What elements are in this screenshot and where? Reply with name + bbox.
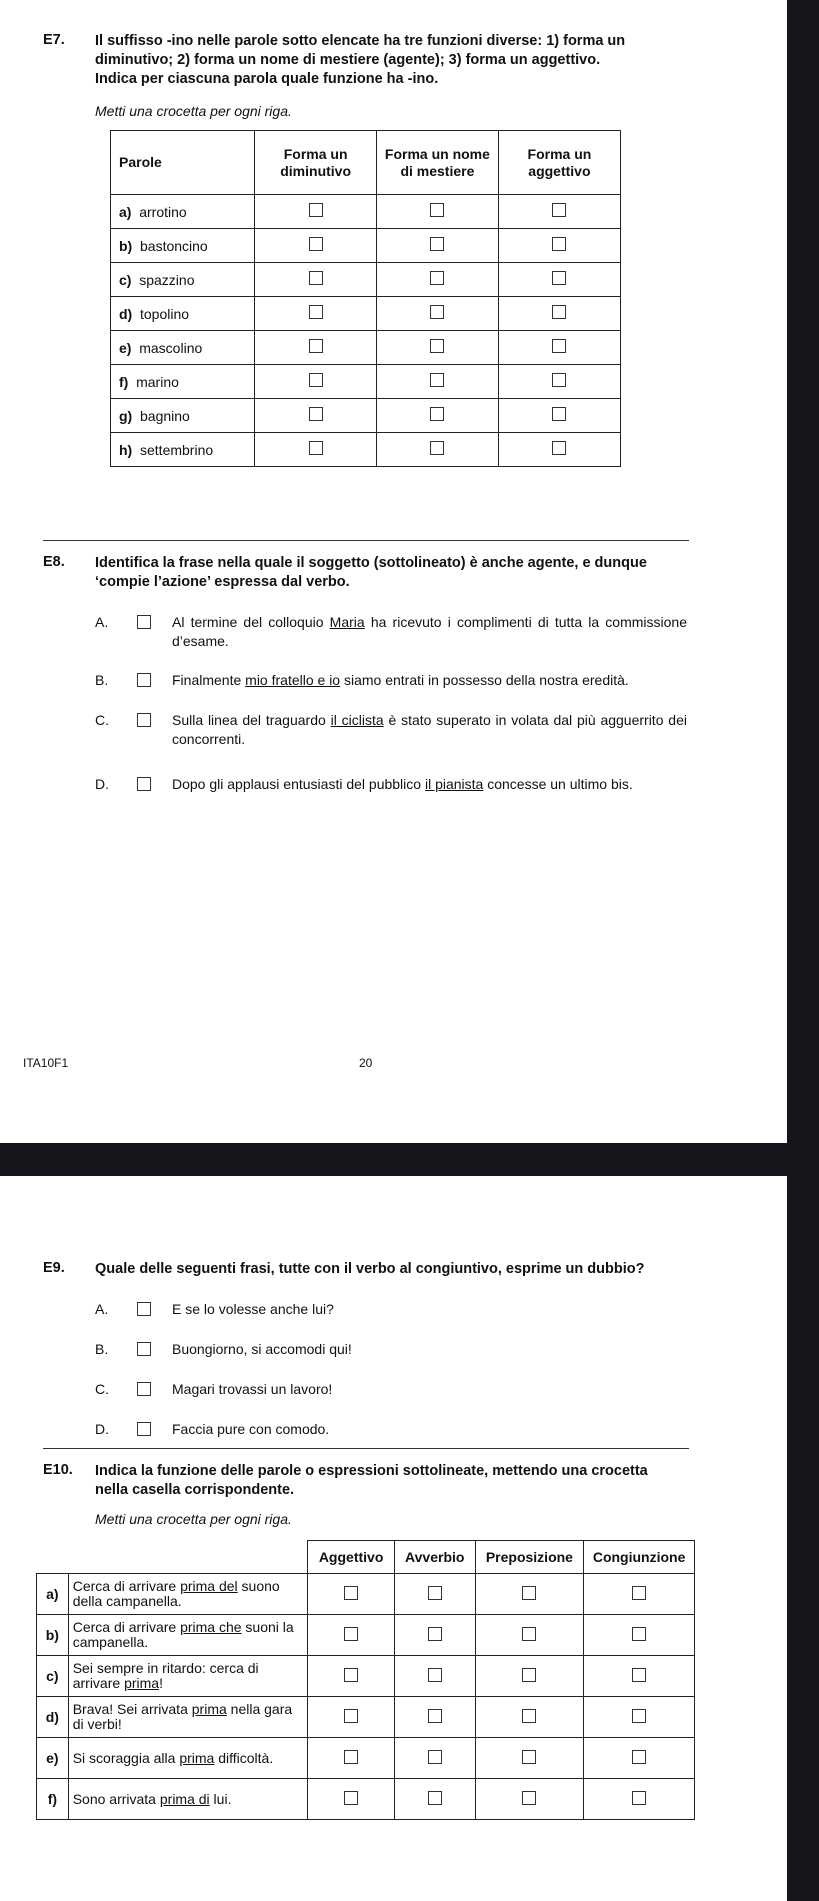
e7-checkbox-cell: [498, 331, 620, 365]
e7-col-adjective: Forma un aggettivo: [498, 131, 620, 195]
checkbox-conjunction[interactable]: [632, 1668, 646, 1682]
checkbox-adjective[interactable]: [344, 1750, 358, 1764]
e10-checkbox-cell: [394, 1615, 475, 1656]
e10-checkbox-cell: [475, 1697, 584, 1738]
e10-checkbox-cell: [475, 1738, 584, 1779]
e7-row-word: bagnino: [140, 407, 190, 424]
e8-option-checkbox-wrap: [137, 615, 151, 634]
e10-checkbox-cell: [584, 1574, 695, 1615]
e9-option-text: Faccia pure con comodo.: [172, 1421, 330, 1437]
checkbox-diminutive[interactable]: [309, 305, 323, 319]
e10-checkbox-cell: [394, 1656, 475, 1697]
e9-option-letter: A.: [95, 1301, 109, 1317]
checkbox-conjunction[interactable]: [632, 1791, 646, 1805]
e7-row-word: topolino: [140, 305, 190, 322]
e7-row-word: settembrino: [140, 441, 214, 458]
checkbox-diminutive[interactable]: [309, 441, 323, 455]
e8-text-post: siamo entrati in possesso della nostra eredità.: [340, 672, 629, 688]
checkbox-conjunction[interactable]: [632, 1750, 646, 1764]
e7-checkbox-cell: [498, 263, 620, 297]
e9-option-checkbox[interactable]: [137, 1342, 151, 1356]
e7-row-word: arrotino: [139, 203, 187, 220]
page-number: 20: [359, 1056, 373, 1070]
e7-row-letter: e): [119, 339, 132, 356]
checkbox-profession[interactable]: [430, 203, 444, 217]
e9-option-checkbox-wrap: [137, 1342, 151, 1361]
e7-checkbox-cell: [377, 263, 499, 297]
checkbox-adverb[interactable]: [428, 1709, 442, 1723]
checkbox-profession[interactable]: [430, 441, 444, 455]
e7-row-letter: g): [119, 407, 133, 424]
checkbox-adverb[interactable]: [428, 1586, 442, 1600]
e10-table-row: [37, 1779, 695, 1820]
e7-table-row: [111, 399, 621, 433]
e10-table-row: [37, 1738, 695, 1779]
checkbox-adjective[interactable]: [552, 237, 566, 251]
checkbox-conjunction[interactable]: [632, 1586, 646, 1600]
e7-row-word: bastoncino: [140, 237, 208, 254]
e8-underlined-subject: mio fratello e io: [245, 672, 341, 688]
e10-underlined-word: prima che: [180, 1619, 242, 1635]
checkbox-conjunction[interactable]: [632, 1709, 646, 1723]
e7-question-line2: diminutivo; 2) forma un nome di mestiere (agente); 3) forma un aggettivo.: [95, 52, 601, 68]
e7-row-letter: c): [119, 271, 132, 288]
e8-option-letter: B.: [95, 672, 109, 688]
e10-underlined-word: prima: [179, 1749, 215, 1766]
e10-text-pre: Brava! Sei arrivata: [72, 1701, 192, 1717]
checkbox-adjective[interactable]: [344, 1668, 358, 1682]
e7-checkbox-cell: [255, 399, 377, 433]
e9-option-checkbox-wrap: [137, 1382, 151, 1401]
e10-sentence: [68, 1697, 308, 1738]
e9-option-checkbox-wrap: [137, 1422, 151, 1441]
checkbox-adjective[interactable]: [344, 1586, 358, 1600]
e10-question-line2: nella casella corrispondente.: [95, 1482, 295, 1498]
e10-checkbox-cell: [394, 1697, 475, 1738]
e7-header-row: [111, 131, 621, 195]
e8-text-pre: Finalmente: [172, 672, 246, 688]
e10-header-empty2: [68, 1541, 308, 1574]
e10-checkbox-cell: [308, 1738, 395, 1779]
e10-checkbox-cell: [308, 1697, 395, 1738]
e7-instruction: Metti una crocetta per ogni riga.: [95, 103, 292, 119]
e10-text-post: lui.: [209, 1790, 232, 1807]
e8-text-pre: Dopo gli applausi entusiasti del pubblico: [172, 776, 425, 792]
e8-option-checkbox[interactable]: [137, 713, 151, 727]
e10-header-empty: [37, 1541, 69, 1574]
checkbox-adjective[interactable]: [344, 1627, 358, 1641]
checkbox-preposition[interactable]: [522, 1791, 536, 1805]
e8-text-pre: Sulla linea del traguardo: [172, 712, 331, 728]
e10-table-row: [37, 1615, 695, 1656]
e10-question-line1: Indica la funzione delle parole o espressioni sottolineate, mettendo una crocetta: [95, 1463, 648, 1479]
e10-col-preposition: Preposizione: [475, 1541, 584, 1574]
e10-text-post: suoni la campanella.: [72, 1619, 294, 1650]
checkbox-conjunction[interactable]: [632, 1627, 646, 1641]
e7-checkbox-cell: [255, 297, 377, 331]
e9-option: [95, 1300, 495, 1320]
e7-checkbox-cell: [255, 229, 377, 263]
e8-option-checkbox[interactable]: [137, 673, 151, 687]
e8-question-line1: Identifica la frase nella quale il soggetto (sottolineato) è anche agente, e dunque: [95, 555, 647, 571]
e10-checkbox-cell: [584, 1656, 695, 1697]
e7-checkbox-cell: [377, 331, 499, 365]
checkbox-preposition[interactable]: [522, 1750, 536, 1764]
e7-col-words: Parole: [111, 131, 255, 195]
e10-sentence: [68, 1779, 308, 1820]
e7-checkbox-cell: [377, 195, 499, 229]
checkbox-profession[interactable]: [430, 237, 444, 251]
e7-table-row: [111, 331, 621, 365]
e8-option: [95, 671, 687, 711]
e9-option: [95, 1420, 495, 1440]
divider-e7-e8: [43, 540, 689, 541]
e10-checkbox-cell: [308, 1779, 395, 1820]
e7-table-row: [111, 195, 621, 229]
e8-option-text: [172, 613, 687, 651]
e10-checkbox-cell: [584, 1615, 695, 1656]
e7-word-cell: [111, 399, 255, 433]
e10-row-letter: f): [37, 1779, 69, 1820]
e7-checkbox-cell: [498, 229, 620, 263]
e10-text-pre: Cerca di arrivare: [72, 1619, 181, 1635]
checkbox-adjective[interactable]: [552, 203, 566, 217]
e7-table-row: [111, 263, 621, 297]
e8-underlined-subject: Maria: [329, 614, 365, 630]
e8-option-checkbox[interactable]: [137, 615, 151, 629]
e7-word-cell: [111, 229, 255, 263]
e10-sentence: [68, 1574, 308, 1615]
e10-checkbox-cell: [308, 1615, 395, 1656]
e9-option-letter: B.: [95, 1341, 109, 1357]
page-2: [0, 1176, 787, 1901]
e9-option: [95, 1380, 495, 1400]
e10-sentence: [68, 1615, 308, 1656]
e10-checkbox-cell: [308, 1656, 395, 1697]
e10-underlined-word: prima: [124, 1675, 160, 1691]
e7-question: [95, 32, 688, 89]
e10-question: [95, 1462, 688, 1500]
e10-checkbox-cell: [308, 1574, 395, 1615]
checkbox-profession[interactable]: [430, 271, 444, 285]
e10-row-letter: b): [37, 1615, 69, 1656]
e10-col-conjunction: Congiunzione: [584, 1541, 695, 1574]
e7-word-cell: [111, 195, 255, 229]
checkbox-adjective[interactable]: [552, 373, 566, 387]
e8-option: [95, 775, 687, 815]
e10-checkbox-cell: [394, 1574, 475, 1615]
e7-checkbox-cell: [498, 195, 620, 229]
e7-checkbox-cell: [498, 433, 620, 467]
e10-underlined-word: prima di: [159, 1790, 210, 1807]
e8-option: [95, 711, 687, 751]
e10-checkbox-cell: [475, 1574, 584, 1615]
e9-option-text: Magari trovassi un lavoro!: [172, 1381, 333, 1397]
e9-number: E9.: [43, 1260, 65, 1276]
e8-option-text: [172, 711, 687, 749]
e10-table-row: [37, 1656, 695, 1697]
e9-option-checkbox-wrap: [137, 1302, 151, 1321]
e10-checkbox-cell: [475, 1615, 584, 1656]
checkbox-adverb[interactable]: [428, 1791, 442, 1805]
e8-option-text: [172, 775, 687, 794]
e10-underlined-word: prima del: [180, 1578, 238, 1594]
e10-checkbox-cell: [394, 1738, 475, 1779]
e8-option-letter: C.: [95, 712, 109, 728]
e10-text-post: !: [159, 1675, 163, 1691]
e7-checkbox-cell: [255, 195, 377, 229]
e7-checkbox-cell: [498, 365, 620, 399]
e10-sentence: [68, 1656, 308, 1697]
e9-option-checkbox[interactable]: [137, 1302, 151, 1316]
checkbox-diminutive[interactable]: [309, 237, 323, 251]
e10-instruction: Metti una crocetta per ogni riga.: [95, 1511, 292, 1527]
e9-option-checkbox[interactable]: [137, 1382, 151, 1396]
e7-row-letter: d): [119, 305, 133, 322]
e10-checkbox-cell: [394, 1779, 475, 1820]
e7-checkbox-cell: [377, 229, 499, 263]
e10-number: E10.: [43, 1462, 73, 1478]
checkbox-preposition[interactable]: [522, 1586, 536, 1600]
e8-text-pre: Al termine del colloquio: [172, 614, 330, 630]
e7-row-word: spazzino: [139, 271, 195, 288]
e8-option-letter: D.: [95, 776, 109, 792]
e7-checkbox-cell: [255, 433, 377, 467]
e10-sentence: [68, 1738, 308, 1779]
e7-checkbox-cell: [255, 263, 377, 297]
e7-checkbox-cell: [377, 297, 499, 331]
e7-col-diminutive: Forma un diminutivo: [255, 131, 377, 195]
e7-word-cell: [111, 433, 255, 467]
e7-checkbox-cell: [498, 297, 620, 331]
checkbox-preposition[interactable]: [522, 1627, 536, 1641]
e10-checkbox-cell: [584, 1779, 695, 1820]
e7-table-row: [111, 365, 621, 399]
e7-table-row: [111, 229, 621, 263]
e10-row-letter: e): [37, 1738, 69, 1779]
checkbox-adjective[interactable]: [552, 271, 566, 285]
checkbox-profession[interactable]: [430, 407, 444, 421]
e9-option: [95, 1340, 495, 1360]
e10-text-post: nella gara di verbi!: [72, 1701, 293, 1732]
checkbox-preposition[interactable]: [522, 1709, 536, 1723]
checkbox-diminutive[interactable]: [309, 203, 323, 217]
e8-text-post: è stato superato in volata dal più agguerrito dei concorrenti.: [172, 712, 687, 747]
checkbox-adjective[interactable]: [552, 339, 566, 353]
e7-checkbox-cell: [498, 399, 620, 433]
e8-option-checkbox-wrap: [137, 673, 151, 692]
e10-checkbox-cell: [475, 1779, 584, 1820]
checkbox-adjective[interactable]: [552, 407, 566, 421]
divider-e9-e10: [43, 1448, 689, 1449]
e9-option-letter: C.: [95, 1381, 109, 1397]
e8-option-checkbox[interactable]: [137, 777, 151, 791]
e9-option-text: Buongiorno, si accomodi qui!: [172, 1341, 352, 1357]
e7-word-cell: [111, 297, 255, 331]
e9-option-text: E se lo volesse anche lui?: [172, 1301, 334, 1317]
e7-word-cell: [111, 263, 255, 297]
e7-row-letter: b): [119, 237, 133, 254]
e8-question-line2: ‘compie l’azione’ espressa dal verbo.: [95, 574, 350, 590]
e10-table-row: [37, 1574, 695, 1615]
e8-option-checkbox-wrap: [137, 713, 151, 732]
e8-text-post: ha ricevuto i complimenti di tutta la commissione d’esame.: [172, 614, 687, 649]
e7-checkbox-cell: [377, 433, 499, 467]
e8-underlined-subject: il ciclista: [330, 712, 384, 728]
e9-option-letter: D.: [95, 1421, 109, 1437]
checkbox-profession[interactable]: [430, 373, 444, 387]
checkbox-diminutive[interactable]: [309, 373, 323, 387]
e10-text-post: suono della campanella.: [72, 1578, 280, 1609]
e10-text-pre: Sono arrivata: [72, 1790, 160, 1807]
e7-row-word: marino: [136, 373, 179, 390]
e10-text-pre: Cerca di arrivare: [72, 1578, 181, 1594]
checkbox-adjective[interactable]: [344, 1791, 358, 1805]
e7-word-cell: [111, 365, 255, 399]
e10-checkbox-cell: [584, 1697, 695, 1738]
e10-text-pre: Sei sempre in ritardo: cerca di arrivare: [72, 1660, 259, 1691]
e7-question-line1: Il suffisso -ino nelle parole sotto elencate ha tre funzioni diverse: 1) forma un: [95, 33, 626, 49]
e9-question: Quale delle seguenti frasi, tutte con il verbo al congiuntivo, esprime un dubbio?: [95, 1261, 645, 1277]
e9-option-checkbox[interactable]: [137, 1422, 151, 1436]
e10-header-row: [37, 1541, 695, 1574]
e7-table-row: [111, 297, 621, 331]
checkbox-adjective[interactable]: [552, 441, 566, 455]
checkbox-diminutive[interactable]: [309, 339, 323, 353]
checkbox-adjective[interactable]: [344, 1709, 358, 1723]
e8-option-text: [172, 671, 687, 690]
e7-checkbox-cell: [377, 399, 499, 433]
e7-row-letter: h): [119, 441, 133, 458]
e10-underlined-word: prima: [191, 1701, 227, 1717]
e7-col-profession: Forma un nome di mestiere: [377, 131, 499, 195]
checkbox-adverb[interactable]: [428, 1750, 442, 1764]
e10-checkbox-cell: [475, 1656, 584, 1697]
e7-row-word: mascolino: [139, 339, 203, 356]
e7-row-letter: f): [119, 373, 129, 390]
e10-text-pre: Si scoraggia alla: [72, 1749, 180, 1766]
e7-table-row: [111, 433, 621, 467]
checkbox-profession[interactable]: [430, 339, 444, 353]
checkbox-adverb[interactable]: [428, 1627, 442, 1641]
e10-col-adverb: Avverbio: [394, 1541, 475, 1574]
e8-underlined-subject: il pianista: [424, 776, 484, 792]
e8-option: [95, 613, 687, 653]
e8-text-post: concesse un ultimo bis.: [483, 776, 633, 792]
e7-word-cell: [111, 331, 255, 365]
e10-table: [36, 1540, 695, 1820]
e10-row-letter: d): [37, 1697, 69, 1738]
checkbox-preposition[interactable]: [522, 1668, 536, 1682]
e10-text-post: difficoltà.: [214, 1749, 274, 1766]
checkbox-profession[interactable]: [430, 305, 444, 319]
e10-row-letter: a): [37, 1574, 69, 1615]
e7-checkbox-cell: [377, 365, 499, 399]
e8-option-letter: A.: [95, 614, 109, 630]
checkbox-adverb[interactable]: [428, 1668, 442, 1682]
checkbox-diminutive[interactable]: [309, 271, 323, 285]
e10-table-row: [37, 1697, 695, 1738]
e7-question-line3: Indica per ciascuna parola quale funzione ha -ino.: [95, 71, 439, 87]
e7-checkbox-cell: [255, 365, 377, 399]
e10-checkbox-cell: [584, 1738, 695, 1779]
e7-checkbox-cell: [255, 331, 377, 365]
e10-row-letter: c): [37, 1656, 69, 1697]
checkbox-adjective[interactable]: [552, 305, 566, 319]
e8-option-checkbox-wrap: [137, 777, 151, 796]
e10-col-adjective: Aggettivo: [308, 1541, 395, 1574]
e7-row-letter: a): [119, 203, 132, 220]
footer-code: ITA10F1: [23, 1056, 69, 1070]
checkbox-diminutive[interactable]: [309, 407, 323, 421]
e8-question: [95, 554, 688, 592]
e7-number: E7.: [43, 32, 65, 48]
e8-number: E8.: [43, 554, 65, 570]
e7-table: [110, 130, 621, 467]
